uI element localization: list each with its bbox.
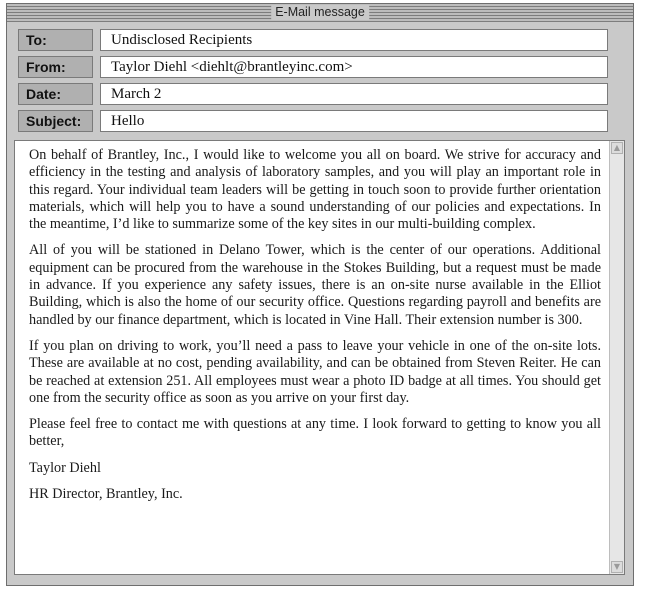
paragraph: On behalf of Brantley, Inc., I would like to welcome you all on board. We strive for accuracy and efficiency in the testing and analysis of laboratory samples, and you will play an important role in this regard. Your individual team leaders will be getting in touch soon to provide further orientation materials, which will help you to have a sound understanding of our policies and expectations. In the meantime, I’d like to summarize some of the key sites in our multi-building complex. xyxy=(29,147,601,233)
date-field[interactable]: March 2 xyxy=(100,83,608,105)
message-body[interactable] xyxy=(14,140,625,575)
title-bar xyxy=(7,4,633,22)
paragraph: All of you will be stationed in Delano Tower, which is the center of our operations. Additional equipment can be procured from the warehouse in the Stokes Building, but a request must be made in advance. If you experience any safety issues, there is an on-site nurse available in the Elliot Building, which is also the home of our security office. Questions regarding payroll and benefits are handled by our finance department, which is located in Vine Hall. Their extension number is 300. xyxy=(29,242,601,328)
window-title: E-Mail message xyxy=(271,5,369,20)
message-text xyxy=(29,147,601,512)
subject-label: Subject: xyxy=(18,110,93,132)
vertical-scrollbar[interactable] xyxy=(609,141,624,574)
to-label: To: xyxy=(18,29,93,51)
scroll-down-arrow-icon[interactable]: ▼ xyxy=(611,561,623,573)
date-label: Date: xyxy=(18,83,93,105)
scroll-up-arrow-icon[interactable]: ▲ xyxy=(611,142,623,154)
paragraph: Please feel free to contact me with questions at any time. I look forward to getting to know you all better, xyxy=(29,416,601,450)
email-window xyxy=(6,3,634,586)
signature-title: HR Director, Brantley, Inc. xyxy=(29,486,183,503)
paragraph: If you plan on driving to work, you’ll need a pass to leave your vehicle in one of the on-site lots. These are available at no cost, pending availability, and can be obtained from Steven Reiter. He can be reached at extension 251. All employees must wear a photo ID badge at all times. You should get one from the security office as soon as you arrive on your first day. xyxy=(29,337,601,406)
from-label: From: xyxy=(18,56,93,78)
signature-name: Taylor Diehl xyxy=(29,459,101,476)
to-field[interactable]: Undisclosed Recipients xyxy=(100,29,608,51)
from-field[interactable]: Taylor Diehl <diehlt@brantleyinc.com> xyxy=(100,56,608,78)
subject-field[interactable]: Hello xyxy=(100,110,608,132)
